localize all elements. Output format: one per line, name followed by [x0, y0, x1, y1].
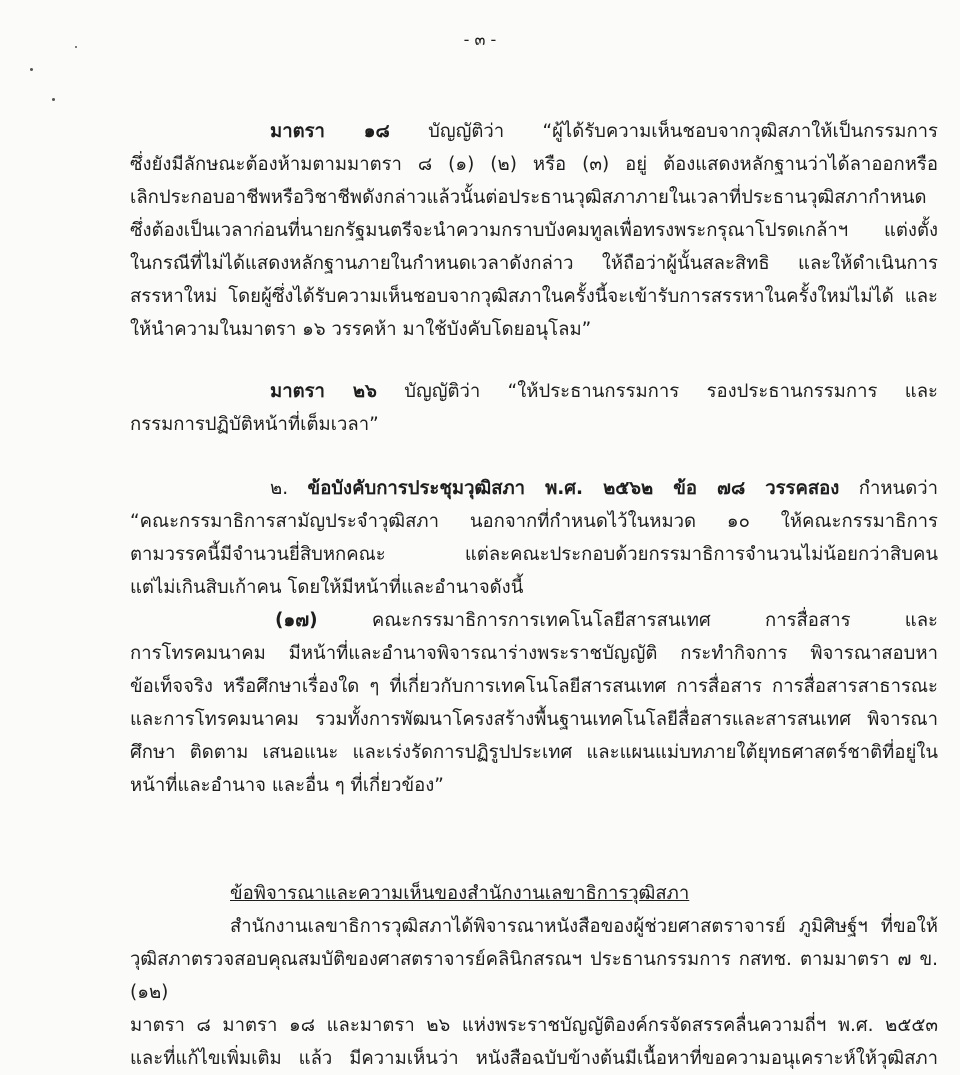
clause-ref: (๑๗) — [275, 610, 318, 631]
scan-speck — [52, 98, 55, 101]
section-ref: มาตรา ๒๖ — [270, 381, 377, 402]
paragraph-line: ตามวรรคนี้มีจำนวนยี่สิบหกคณะ แต่ละคณะประกอบด้วยกรรมาธิการจำนวนไม่น้อยกว่าสิบคน — [130, 544, 938, 565]
paragraph-line: “คณะกรรมาธิการสามัญประจำวุฒิสภา นอกจากที่กำหนดไว้ในหมวด ๑๐ ให้คณะกรรมาธิการ — [130, 511, 938, 532]
section-heading — [130, 877, 938, 910]
paragraph-line — [130, 604, 938, 637]
paragraph-line: วุฒิสภาตรวจสอบคุณสมบัติของศาสตราจารย์คลินิกสรณฯ ประธานกรรมการ กสทช. ตามมาตรา ๗ ข. (๑๒) — [130, 949, 938, 1003]
paragraph-line: ศึกษา ติดตาม เสนอแนะ และเร่งรัดการปฏิรูปประเทศ และแผนแม่บทภายใต้ยุทธศาสตร์ชาติที่อยู่ใน — [130, 742, 938, 763]
paragraph-line: และการโทรคมนาคม รวมทั้งการพัฒนาโครงสร้างพื้นฐานเทคโนโลยีสื่อสารและสารสนเทศ พิจารณา — [130, 709, 938, 730]
paragraph-line: ซึ่งยังมีลักษณะต้องห้ามตามมาตรา ๘ (๑) (๒) หรือ (๓) อยู่ ต้องแสดงหลักฐานว่าได้ลาออกหรือ — [130, 154, 938, 175]
regulation-ref: ข้อบังคับการประชุมวุฒิสภา พ.ศ. ๒๕๖๒ ข้อ ๗๘ วรรคสอง — [307, 478, 840, 499]
paragraph-line: ข้อเท็จจริง หรือศึกษาเรื่องใด ๆ ที่เกี่ยวกับการเทคโนโลยีสารสนเทศ การสื่อสาร การสื่อสารสาธารณะ — [130, 676, 938, 697]
scan-speck — [30, 68, 33, 71]
paragraph-line — [130, 472, 938, 505]
paragraph-line: ซึ่งต้องเป็นเวลาก่อนที่นายกรัฐมนตรีจะนำความกราบบังคมทูลเพื่อทรงพระกรุณาโปรดเกล้าฯ แต่งตั้ง — [130, 220, 938, 241]
paragraph-line: เลิกประกอบอาชีพหรือวิชาชีพดังกล่าวแล้วนั้นต่อประธานวุฒิสภาภายในเวลาที่ประธานวุฒิสภากำหนด — [130, 187, 927, 208]
paragraph-line: กรรมการปฏิบัติหน้าที่เต็มเวลา” — [130, 414, 379, 435]
heading-text: ข้อพิจารณาและความเห็นของสำนักงานเลขาธิการวุฒิสภา — [230, 883, 690, 904]
line-text: บัญญัติว่า “ผู้ได้รับความเห็นชอบจากวุฒิสภาให้เป็นกรรมการ — [389, 121, 938, 142]
paragraph-line: มาตรา ๘ มาตรา ๑๘ และมาตรา ๒๖ แห่งพระราชบัญญัติองค์กรจัดสรรคลื่นความถี่ฯ พ.ศ. ๒๕๕๓ — [130, 1015, 938, 1036]
document-body — [130, 0, 938, 1075]
paragraph-line — [130, 375, 938, 408]
line-text: คณะกรรมาธิการการเทคโนโลยีสารสนเทศ การสื่อสาร และ — [317, 610, 938, 631]
section-ref: มาตรา ๑๘ — [270, 121, 390, 142]
line-text: กำหนดว่า — [839, 478, 938, 499]
paragraph-line: ให้นำความในมาตรา ๑๖ วรรคห้า มาใช้บังคับโดยอนุโลม” — [130, 319, 592, 340]
page-number: - ๓ - — [463, 30, 497, 49]
line-text: บัญญัติว่า “ให้ประธานกรรมการ รองประธานกรรมการ และ — [376, 381, 938, 402]
paragraph-line: แต่ไม่เกินสิบเก้าคน โดยให้มีหน้าที่และอำนาจดังนี้ — [130, 577, 524, 598]
paragraph-line: สรรหาใหม่ โดยผู้ซึ่งได้รับความเห็นชอบจากวุฒิสภาในครั้งนี้จะเข้ารับการสรรหาในครั้งใหม่ไม่ได้ และ — [130, 286, 938, 307]
paragraph-line: หน้าที่และอำนาจ และอื่น ๆ ที่เกี่ยวข้อง” — [130, 775, 444, 796]
paragraph-line: และที่แก้ไขเพิ่มเติม แล้ว มีความเห็นว่า หนังสือฉบับข้างต้นมีเนื้อหาที่ขอความอนุเคราะห์ให้วุฒิสภา — [130, 1048, 938, 1069]
paragraph-line: การโทรคมนาคม มีหน้าที่และอำนาจพิจารณาร่างพระราชบัญญัติ กระทำกิจการ พิจารณาสอบหา — [130, 643, 938, 664]
paragraph-line — [130, 115, 938, 148]
paragraph-line: สำนักงานเลขาธิการวุฒิสภาได้พิจารณาหนังสือของผู้ช่วยศาสตราจารย์ ภูมิศิษฐ์ฯ ที่ขอให้ — [230, 916, 938, 937]
paragraph-line: ในกรณีที่ไม่ได้แสดงหลักฐานภายในกำหนดเวลาดังกล่าว ให้ถือว่าผู้นั้นสละสิทธิ และให้ดำเนินการ — [130, 253, 938, 274]
item-number: ๒. — [270, 478, 308, 499]
